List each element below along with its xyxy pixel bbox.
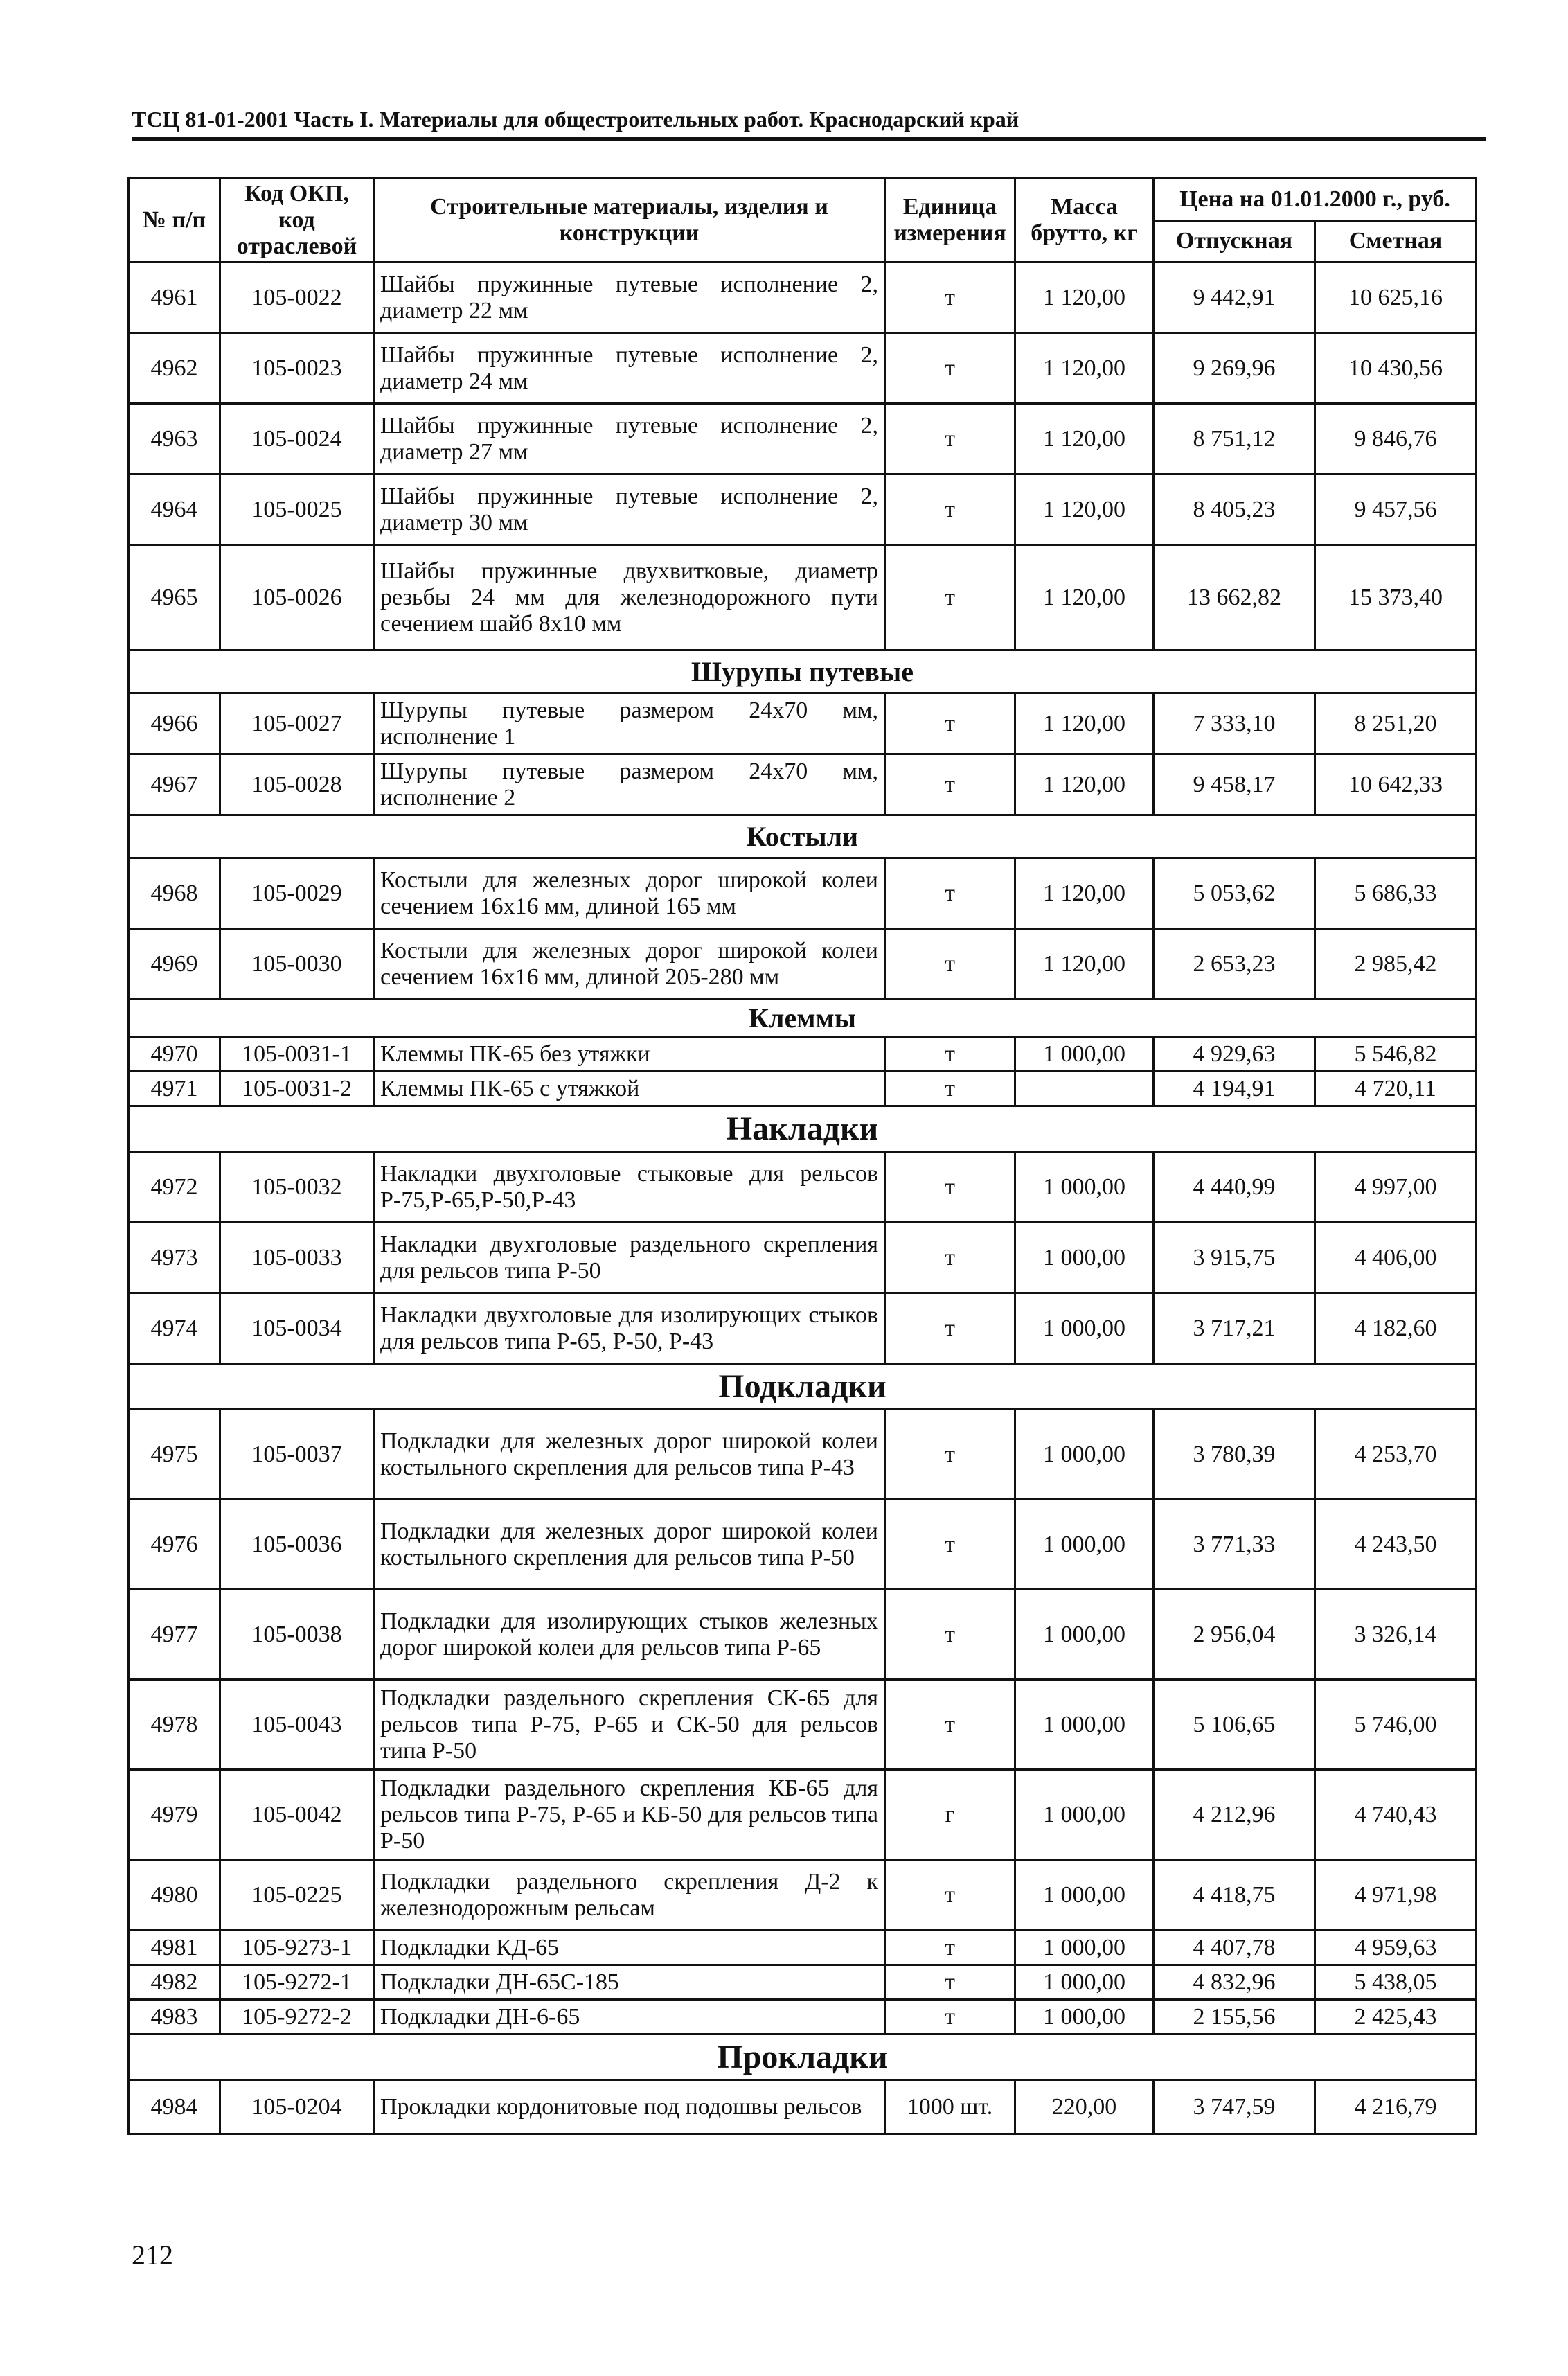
table-row [129, 263, 1477, 333]
gross-mass: 1 120,00 [1015, 929, 1154, 1000]
estimate-price: 3 326,14 [1315, 1590, 1477, 1680]
document-header: ТСЦ 81-01-2001 Часть I. Материалы для общестроительных работ. Краснодарский край [132, 104, 1486, 141]
row-number: 4961 [129, 263, 220, 333]
row-number: 4973 [129, 1223, 220, 1293]
material-name: Костыли для железных дорог широкой колеи сечением 16х16 мм, длиной 165 мм [374, 858, 885, 929]
row-number: 4982 [129, 1965, 220, 2000]
material-name: Накладки двухголовые стыковые для рельсов Р-75,Р-65,Р-50,Р-43 [374, 1152, 885, 1223]
material-name: Шайбы пружинные двухвитковые, диаметр резьбы 24 мм для железнодорожного пути сечением шайб 8х10 мм [374, 545, 885, 650]
col-header-price-group: Цена на 01.01.2000 г., руб. [1154, 179, 1477, 221]
release-price: 7 333,10 [1154, 693, 1315, 754]
estimate-price: 5 746,00 [1315, 1680, 1477, 1770]
okp-code: 105-0023 [220, 333, 374, 404]
row-number: 4965 [129, 545, 220, 650]
gross-mass: 1 120,00 [1015, 754, 1154, 815]
okp-code: 105-0037 [220, 1410, 374, 1500]
estimate-price: 2 425,43 [1315, 2000, 1477, 2034]
estimate-price: 4 216,79 [1315, 2080, 1477, 2134]
unit: т [885, 545, 1015, 650]
material-name: Шурупы путевые размером 24х70 мм, исполнение 1 [374, 693, 885, 754]
release-price: 4 407,78 [1154, 1931, 1315, 1965]
table-row [129, 1965, 1477, 2000]
estimate-price: 10 430,56 [1315, 333, 1477, 404]
table-row [129, 475, 1477, 545]
col-header-code: Код ОКП, код отраслевой [220, 179, 374, 263]
unit: т [885, 1500, 1015, 1590]
release-price: 3 915,75 [1154, 1223, 1315, 1293]
gross-mass: 1 120,00 [1015, 333, 1154, 404]
material-name: Подкладки для железных дорог широкой колеи костыльного скрепления для рельсов типа Р-43 [374, 1410, 885, 1500]
gross-mass: 1 120,00 [1015, 475, 1154, 545]
unit: т [885, 1072, 1015, 1106]
row-number: 4975 [129, 1410, 220, 1500]
gross-mass: 1 000,00 [1015, 1590, 1154, 1680]
release-price: 3 780,39 [1154, 1410, 1315, 1500]
release-price: 2 653,23 [1154, 929, 1315, 1000]
unit: т [885, 858, 1015, 929]
release-price: 9 442,91 [1154, 263, 1315, 333]
okp-code: 105-0033 [220, 1223, 374, 1293]
okp-code: 105-0027 [220, 693, 374, 754]
okp-code: 105-9273-1 [220, 1931, 374, 1965]
estimate-price: 4 253,70 [1315, 1410, 1477, 1500]
gross-mass: 1 000,00 [1015, 1770, 1154, 1860]
estimate-price: 10 642,33 [1315, 754, 1477, 815]
gross-mass: 1 000,00 [1015, 1500, 1154, 1590]
gross-mass: 1 000,00 [1015, 1965, 1154, 2000]
gross-mass: 220,00 [1015, 2080, 1154, 2134]
estimate-price: 5 686,33 [1315, 858, 1477, 929]
unit: т [885, 404, 1015, 475]
row-number: 4964 [129, 475, 220, 545]
release-price: 2 155,56 [1154, 2000, 1315, 2034]
table-row [129, 693, 1477, 754]
table-row [129, 858, 1477, 929]
section-title: Шурупы путевые [129, 650, 1477, 693]
section-row [129, 2034, 1477, 2080]
gross-mass: 1 120,00 [1015, 545, 1154, 650]
release-price: 5 053,62 [1154, 858, 1315, 929]
table-row [129, 1410, 1477, 1500]
section-row [129, 1000, 1477, 1037]
okp-code: 105-0038 [220, 1590, 374, 1680]
section-row [129, 1106, 1477, 1152]
release-price: 5 106,65 [1154, 1680, 1315, 1770]
okp-code: 105-0022 [220, 263, 374, 333]
row-number: 4971 [129, 1072, 220, 1106]
estimate-price: 9 457,56 [1315, 475, 1477, 545]
unit: т [885, 1223, 1015, 1293]
row-number: 4972 [129, 1152, 220, 1223]
gross-mass: 1 000,00 [1015, 1293, 1154, 1364]
material-name: Шайбы пружинные путевые исполнение 2, диаметр 27 мм [374, 404, 885, 475]
material-name: Клеммы ПК-65 без утяжки [374, 1037, 885, 1072]
okp-code: 105-0026 [220, 545, 374, 650]
unit: г [885, 1770, 1015, 1860]
section-row [129, 1364, 1477, 1410]
col-header-mass: Масса брутто, кг [1015, 179, 1154, 263]
okp-code: 105-0029 [220, 858, 374, 929]
section-row [129, 815, 1477, 858]
unit: т [885, 1860, 1015, 1931]
table-row [129, 1500, 1477, 1590]
material-name: Шайбы пружинные путевые исполнение 2, диаметр 24 мм [374, 333, 885, 404]
unit: т [885, 1037, 1015, 1072]
material-name: Подкладки для железных дорог широкой колеи костыльного скрепления для рельсов типа Р-50 [374, 1500, 885, 1590]
unit: т [885, 333, 1015, 404]
row-number: 4974 [129, 1293, 220, 1364]
okp-code: 105-0043 [220, 1680, 374, 1770]
unit: т [885, 693, 1015, 754]
material-name: Шайбы пружинные путевые исполнение 2, диаметр 30 мм [374, 475, 885, 545]
unit: т [885, 929, 1015, 1000]
col-header-name: Строительные материалы, изделия и конструкции [374, 179, 885, 263]
row-number: 4978 [129, 1680, 220, 1770]
section-title: Подкладки [129, 1364, 1477, 1410]
release-price: 3 717,21 [1154, 1293, 1315, 1364]
material-name: Накладки двухголовые раздельного скрепления для рельсов типа Р-50 [374, 1223, 885, 1293]
okp-code: 105-0031-2 [220, 1072, 374, 1106]
row-number: 4984 [129, 2080, 220, 2134]
okp-code: 105-9272-1 [220, 1965, 374, 2000]
unit: т [885, 1590, 1015, 1680]
table-body [129, 263, 1477, 2134]
gross-mass: 1 120,00 [1015, 404, 1154, 475]
material-name: Подкладки раздельного скрепления Д-2 к железнодорожным рельсам [374, 1860, 885, 1931]
table-row [129, 1293, 1477, 1364]
release-price: 2 956,04 [1154, 1590, 1315, 1680]
table-row [129, 1931, 1477, 1965]
gross-mass: 1 000,00 [1015, 1037, 1154, 1072]
row-number: 4977 [129, 1590, 220, 1680]
table-row [129, 545, 1477, 650]
release-price: 4 440,99 [1154, 1152, 1315, 1223]
estimate-price: 5 438,05 [1315, 1965, 1477, 2000]
page-number: 212 [132, 2240, 173, 2271]
okp-code: 105-0024 [220, 404, 374, 475]
table-row [129, 1223, 1477, 1293]
gross-mass: 1 000,00 [1015, 1152, 1154, 1223]
material-name: Шурупы путевые размером 24х70 мм, исполнение 2 [374, 754, 885, 815]
gross-mass: 1 000,00 [1015, 2000, 1154, 2034]
release-price: 9 458,17 [1154, 754, 1315, 815]
estimate-price: 4 740,43 [1315, 1770, 1477, 1860]
unit: т [885, 475, 1015, 545]
release-price: 8 751,12 [1154, 404, 1315, 475]
unit: т [885, 1680, 1015, 1770]
unit: т [885, 1931, 1015, 1965]
material-name: Подкладки ДН-6-65 [374, 2000, 885, 2034]
material-name: Костыли для железных дорог широкой колеи сечением 16х16 мм, длиной 205-280 мм [374, 929, 885, 1000]
release-price: 4 194,91 [1154, 1072, 1315, 1106]
estimate-price: 4 997,00 [1315, 1152, 1477, 1223]
okp-code: 105-0025 [220, 475, 374, 545]
table-row [129, 1680, 1477, 1770]
material-name: Подкладки КД-65 [374, 1931, 885, 1965]
table-row [129, 1770, 1477, 1860]
okp-code: 105-0030 [220, 929, 374, 1000]
material-name: Шайбы пружинные путевые исполнение 2, диаметр 22 мм [374, 263, 885, 333]
gross-mass [1015, 1072, 1154, 1106]
material-name: Клеммы ПК-65 с утяжкой [374, 1072, 885, 1106]
okp-code: 105-0034 [220, 1293, 374, 1364]
material-name: Подкладки раздельного скрепления СК-65 для рельсов типа Р-75, Р-65 и СК-50 для рельсов типа Р-50 [374, 1680, 885, 1770]
estimate-price: 4 182,60 [1315, 1293, 1477, 1364]
section-title: Накладки [129, 1106, 1477, 1152]
col-header-price-release: Отпускная [1154, 220, 1315, 263]
row-number: 4967 [129, 754, 220, 815]
okp-code: 105-0042 [220, 1770, 374, 1860]
release-price: 13 662,82 [1154, 545, 1315, 650]
table-row [129, 1152, 1477, 1223]
row-number: 4963 [129, 404, 220, 475]
gross-mass: 1 000,00 [1015, 1860, 1154, 1931]
estimate-price: 4 959,63 [1315, 1931, 1477, 1965]
row-number: 4980 [129, 1860, 220, 1931]
table-row [129, 754, 1477, 815]
unit: т [885, 1965, 1015, 2000]
gross-mass: 1 000,00 [1015, 1931, 1154, 1965]
gross-mass: 1 120,00 [1015, 693, 1154, 754]
okp-code: 105-0028 [220, 754, 374, 815]
estimate-price: 4 243,50 [1315, 1500, 1477, 1590]
row-number: 4976 [129, 1500, 220, 1590]
col-header-unit: Единица измерения [885, 179, 1015, 263]
material-name: Подкладки для изолирующих стыков железных дорог широкой колеи для рельсов типа Р-65 [374, 1590, 885, 1680]
gross-mass: 1 000,00 [1015, 1223, 1154, 1293]
table-row [129, 1037, 1477, 1072]
gross-mass: 1 120,00 [1015, 858, 1154, 929]
okp-code: 105-9272-2 [220, 2000, 374, 2034]
col-header-num: № п/п [129, 179, 220, 263]
estimate-price: 2 985,42 [1315, 929, 1477, 1000]
unit: 1000 шт. [885, 2080, 1015, 2134]
section-row [129, 650, 1477, 693]
unit: т [885, 1152, 1015, 1223]
okp-code: 105-0032 [220, 1152, 374, 1223]
table-row [129, 333, 1477, 404]
material-name: Накладки двухголовые для изолирующих стыков для рельсов типа Р-65, Р-50, Р-43 [374, 1293, 885, 1364]
gross-mass: 1 000,00 [1015, 1410, 1154, 1500]
okp-code: 105-0204 [220, 2080, 374, 2134]
col-header-price-estimate: Сметная [1315, 220, 1477, 263]
release-price: 4 929,63 [1154, 1037, 1315, 1072]
table-row [129, 404, 1477, 475]
table-row [129, 929, 1477, 1000]
table-row [129, 1590, 1477, 1680]
unit: т [885, 754, 1015, 815]
row-number: 4968 [129, 858, 220, 929]
table-row [129, 1860, 1477, 1931]
release-price: 9 269,96 [1154, 333, 1315, 404]
release-price: 3 747,59 [1154, 2080, 1315, 2134]
row-number: 4962 [129, 333, 220, 404]
row-number: 4970 [129, 1037, 220, 1072]
okp-code: 105-0036 [220, 1500, 374, 1590]
section-title: Прокладки [129, 2034, 1477, 2080]
okp-code: 105-0225 [220, 1860, 374, 1931]
unit: т [885, 263, 1015, 333]
estimate-price: 4 406,00 [1315, 1223, 1477, 1293]
release-price: 4 832,96 [1154, 1965, 1315, 2000]
okp-code: 105-0031-1 [220, 1037, 374, 1072]
estimate-price: 9 846,76 [1315, 404, 1477, 475]
row-number: 4966 [129, 693, 220, 754]
material-name: Подкладки ДН-65С-185 [374, 1965, 885, 2000]
unit: т [885, 1410, 1015, 1500]
estimate-price: 4 971,98 [1315, 1860, 1477, 1931]
release-price: 3 771,33 [1154, 1500, 1315, 1590]
unit: т [885, 2000, 1015, 2034]
estimate-price: 10 625,16 [1315, 263, 1477, 333]
row-number: 4979 [129, 1770, 220, 1860]
estimate-price: 8 251,20 [1315, 693, 1477, 754]
table-row [129, 1072, 1477, 1106]
release-price: 4 418,75 [1154, 1860, 1315, 1931]
unit: т [885, 1293, 1015, 1364]
material-name: Подкладки раздельного скрепления КБ-65 для рельсов типа Р-75, Р-65 и КБ-50 для рельсов типа Р-50 [374, 1770, 885, 1860]
row-number: 4981 [129, 1931, 220, 1965]
section-title: Клеммы [129, 1000, 1477, 1037]
gross-mass: 1 000,00 [1015, 1680, 1154, 1770]
estimate-price: 4 720,11 [1315, 1072, 1477, 1106]
table-row [129, 2000, 1477, 2034]
release-price: 8 405,23 [1154, 475, 1315, 545]
material-name: Прокладки кордонитовые под подошвы рельсов [374, 2080, 885, 2134]
table-row [129, 2080, 1477, 2134]
estimate-price: 5 546,82 [1315, 1037, 1477, 1072]
release-price: 4 212,96 [1154, 1770, 1315, 1860]
row-number: 4983 [129, 2000, 220, 2034]
section-title: Костыли [129, 815, 1477, 858]
estimate-price: 15 373,40 [1315, 545, 1477, 650]
gross-mass: 1 120,00 [1015, 263, 1154, 333]
row-number: 4969 [129, 929, 220, 1000]
price-table [127, 177, 1477, 2135]
